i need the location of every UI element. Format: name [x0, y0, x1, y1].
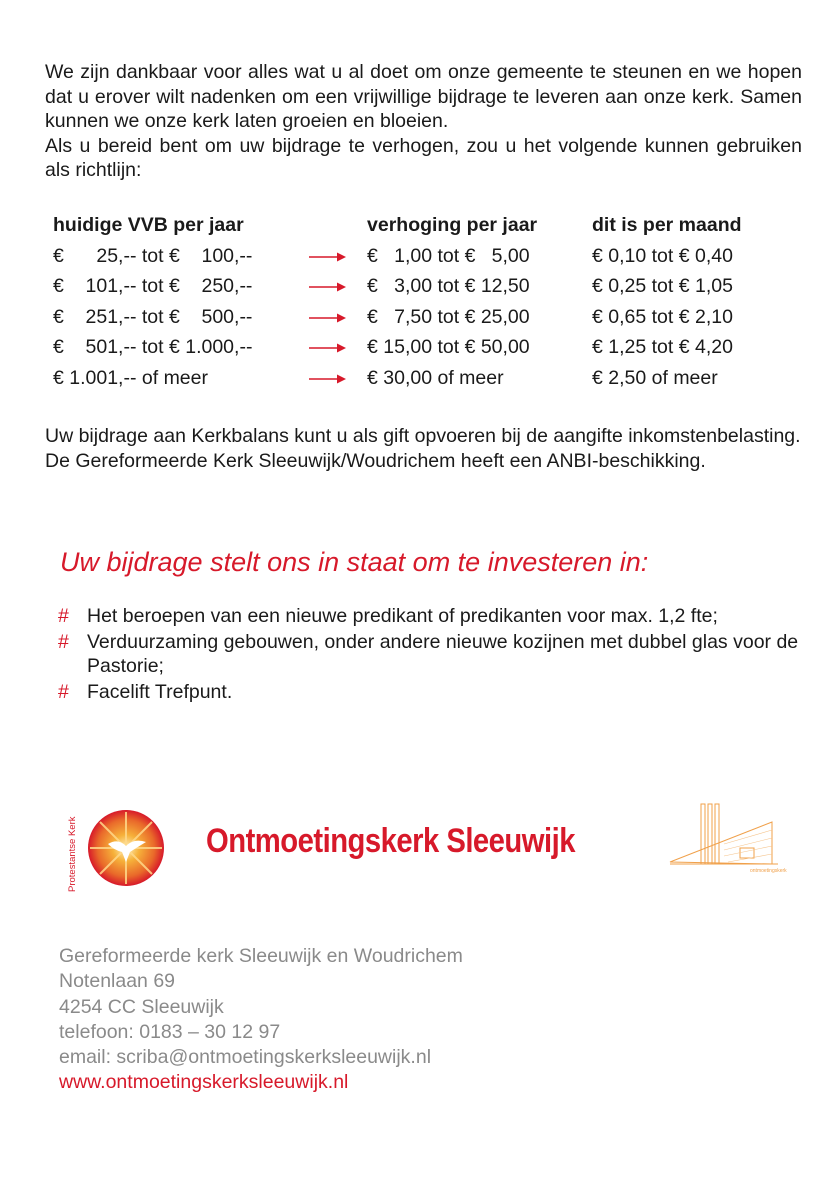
list-item-text: Verduurzaming gebouwen, onder andere nieuwe kozijnen met dubbel glas voor de Pastorie; — [87, 630, 799, 677]
cell-increase: € 1,00 tot € 5,00 — [367, 244, 530, 267]
cell-monthly: € 0,10 tot € 0,40 — [592, 244, 733, 267]
cell-increase: € 7,50 tot € 25,00 — [367, 305, 530, 328]
church-building-icon — [668, 802, 787, 874]
table-row — [53, 241, 792, 272]
cell-monthly: € 2,50 of meer — [592, 366, 718, 389]
arrow-cell — [309, 363, 367, 394]
cell-current: € 501,-- tot € 1.000,-- — [53, 336, 253, 359]
pkn-logo — [64, 804, 172, 899]
cell-current: € 251,-- tot € 500,-- — [53, 305, 253, 328]
header-monthly: dit is per maand — [592, 213, 742, 236]
invest-headline: Uw bijdrage stelt ons in staat om te investeren in: — [60, 547, 649, 577]
cell-current: € 101,-- tot € 250,-- — [53, 275, 253, 298]
tax-paragraph-2: De Gereformeerde Kerk Sleeuwijk/Woudrichem heeft een ANBI-beschikking. — [45, 449, 706, 472]
arrow-cell — [309, 302, 367, 333]
table-header-row — [53, 209, 792, 241]
bullet-hash: # — [58, 605, 69, 627]
cell-increase: € 15,00 tot € 50,00 — [367, 336, 530, 359]
contact-phone: telefoon: 0183 – 30 12 97 — [59, 1020, 281, 1043]
invest-list — [58, 604, 808, 705]
arrow-right-icon — [309, 312, 347, 324]
contact-city: 4254 CC Sleeuwijk — [59, 995, 224, 1018]
header-current: huidige VVB per jaar — [53, 213, 244, 236]
bullet-hash: # — [58, 630, 69, 653]
table-row — [53, 363, 792, 394]
table-row — [53, 333, 792, 364]
intro-paragraph-1: We zijn dankbaar voor alles wat u al doet om onze gemeente te steunen en we hopen dat u erover wilt nadenken om een vrijwillige bijdrage te leveren aan onze kerk. Samen kunnen we onze kerk laten groeien en bloeien. — [45, 61, 802, 132]
pkn-label: Protestantse Kerk — [67, 816, 78, 892]
table-row — [53, 302, 792, 333]
church-name: Ontmoetingskerk Sleeuwijk — [206, 822, 575, 860]
right-logo-label: ontmoetingskerk — [750, 868, 787, 874]
contact-street: Notenlaan 69 — [59, 970, 176, 993]
arrow-right-icon — [309, 342, 347, 354]
arrow-right-icon — [309, 251, 347, 263]
list-item-text: Het beroepen van een nieuwe predikant of predikanten voor max. 1,2 fte; — [87, 605, 718, 627]
arrow-right-icon — [309, 281, 347, 293]
list-item-text: Facelift Trefpunt. — [87, 680, 233, 703]
list-item — [58, 630, 808, 679]
arrow-cell — [309, 272, 367, 303]
cell-increase: € 3,00 tot € 12,50 — [367, 275, 530, 298]
church-building-logo — [668, 802, 787, 879]
contact-org: Gereformeerde kerk Sleeuwijk en Woudrichem — [59, 945, 463, 967]
website-link[interactable]: www.ontmoetingskerksleeuwijk.nl — [59, 1071, 349, 1094]
intro-text — [45, 60, 802, 183]
header-increase: verhoging per jaar — [367, 213, 538, 236]
list-item — [58, 680, 808, 705]
cell-increase: € 30,00 of meer — [367, 366, 504, 389]
cell-monthly: € 1,25 tot € 4,20 — [592, 336, 733, 359]
list-item — [58, 604, 808, 629]
contact-email[interactable]: email: scriba@ontmoetingskerksleeuwijk.nl — [59, 1046, 432, 1069]
intro-paragraph-2: Als u bereid bent om uw bijdrage te verhogen, zou u het volgende kunnen gebruiken als richtlijn: — [45, 134, 802, 181]
arrow-cell — [309, 241, 367, 272]
cell-monthly: € 0,65 tot € 2,10 — [592, 305, 733, 328]
arrow-cell — [309, 333, 367, 364]
cell-current: € 1.001,-- of meer — [53, 366, 208, 389]
tax-text — [45, 424, 802, 473]
tax-paragraph-1: Uw bijdrage aan Kerkbalans kunt u als gift opvoeren bij de aangifte inkomstenbelasting. — [45, 425, 801, 447]
bullet-hash: # — [58, 680, 69, 703]
cell-monthly: € 0,25 tot € 1,05 — [592, 275, 733, 298]
arrow-right-icon — [309, 373, 347, 385]
pkn-dove-icon — [64, 804, 172, 894]
table-row — [53, 272, 792, 303]
contribution-table — [53, 209, 792, 394]
contact-block — [59, 944, 463, 1096]
cell-current: € 25,-- tot € 100,-- — [53, 244, 253, 267]
